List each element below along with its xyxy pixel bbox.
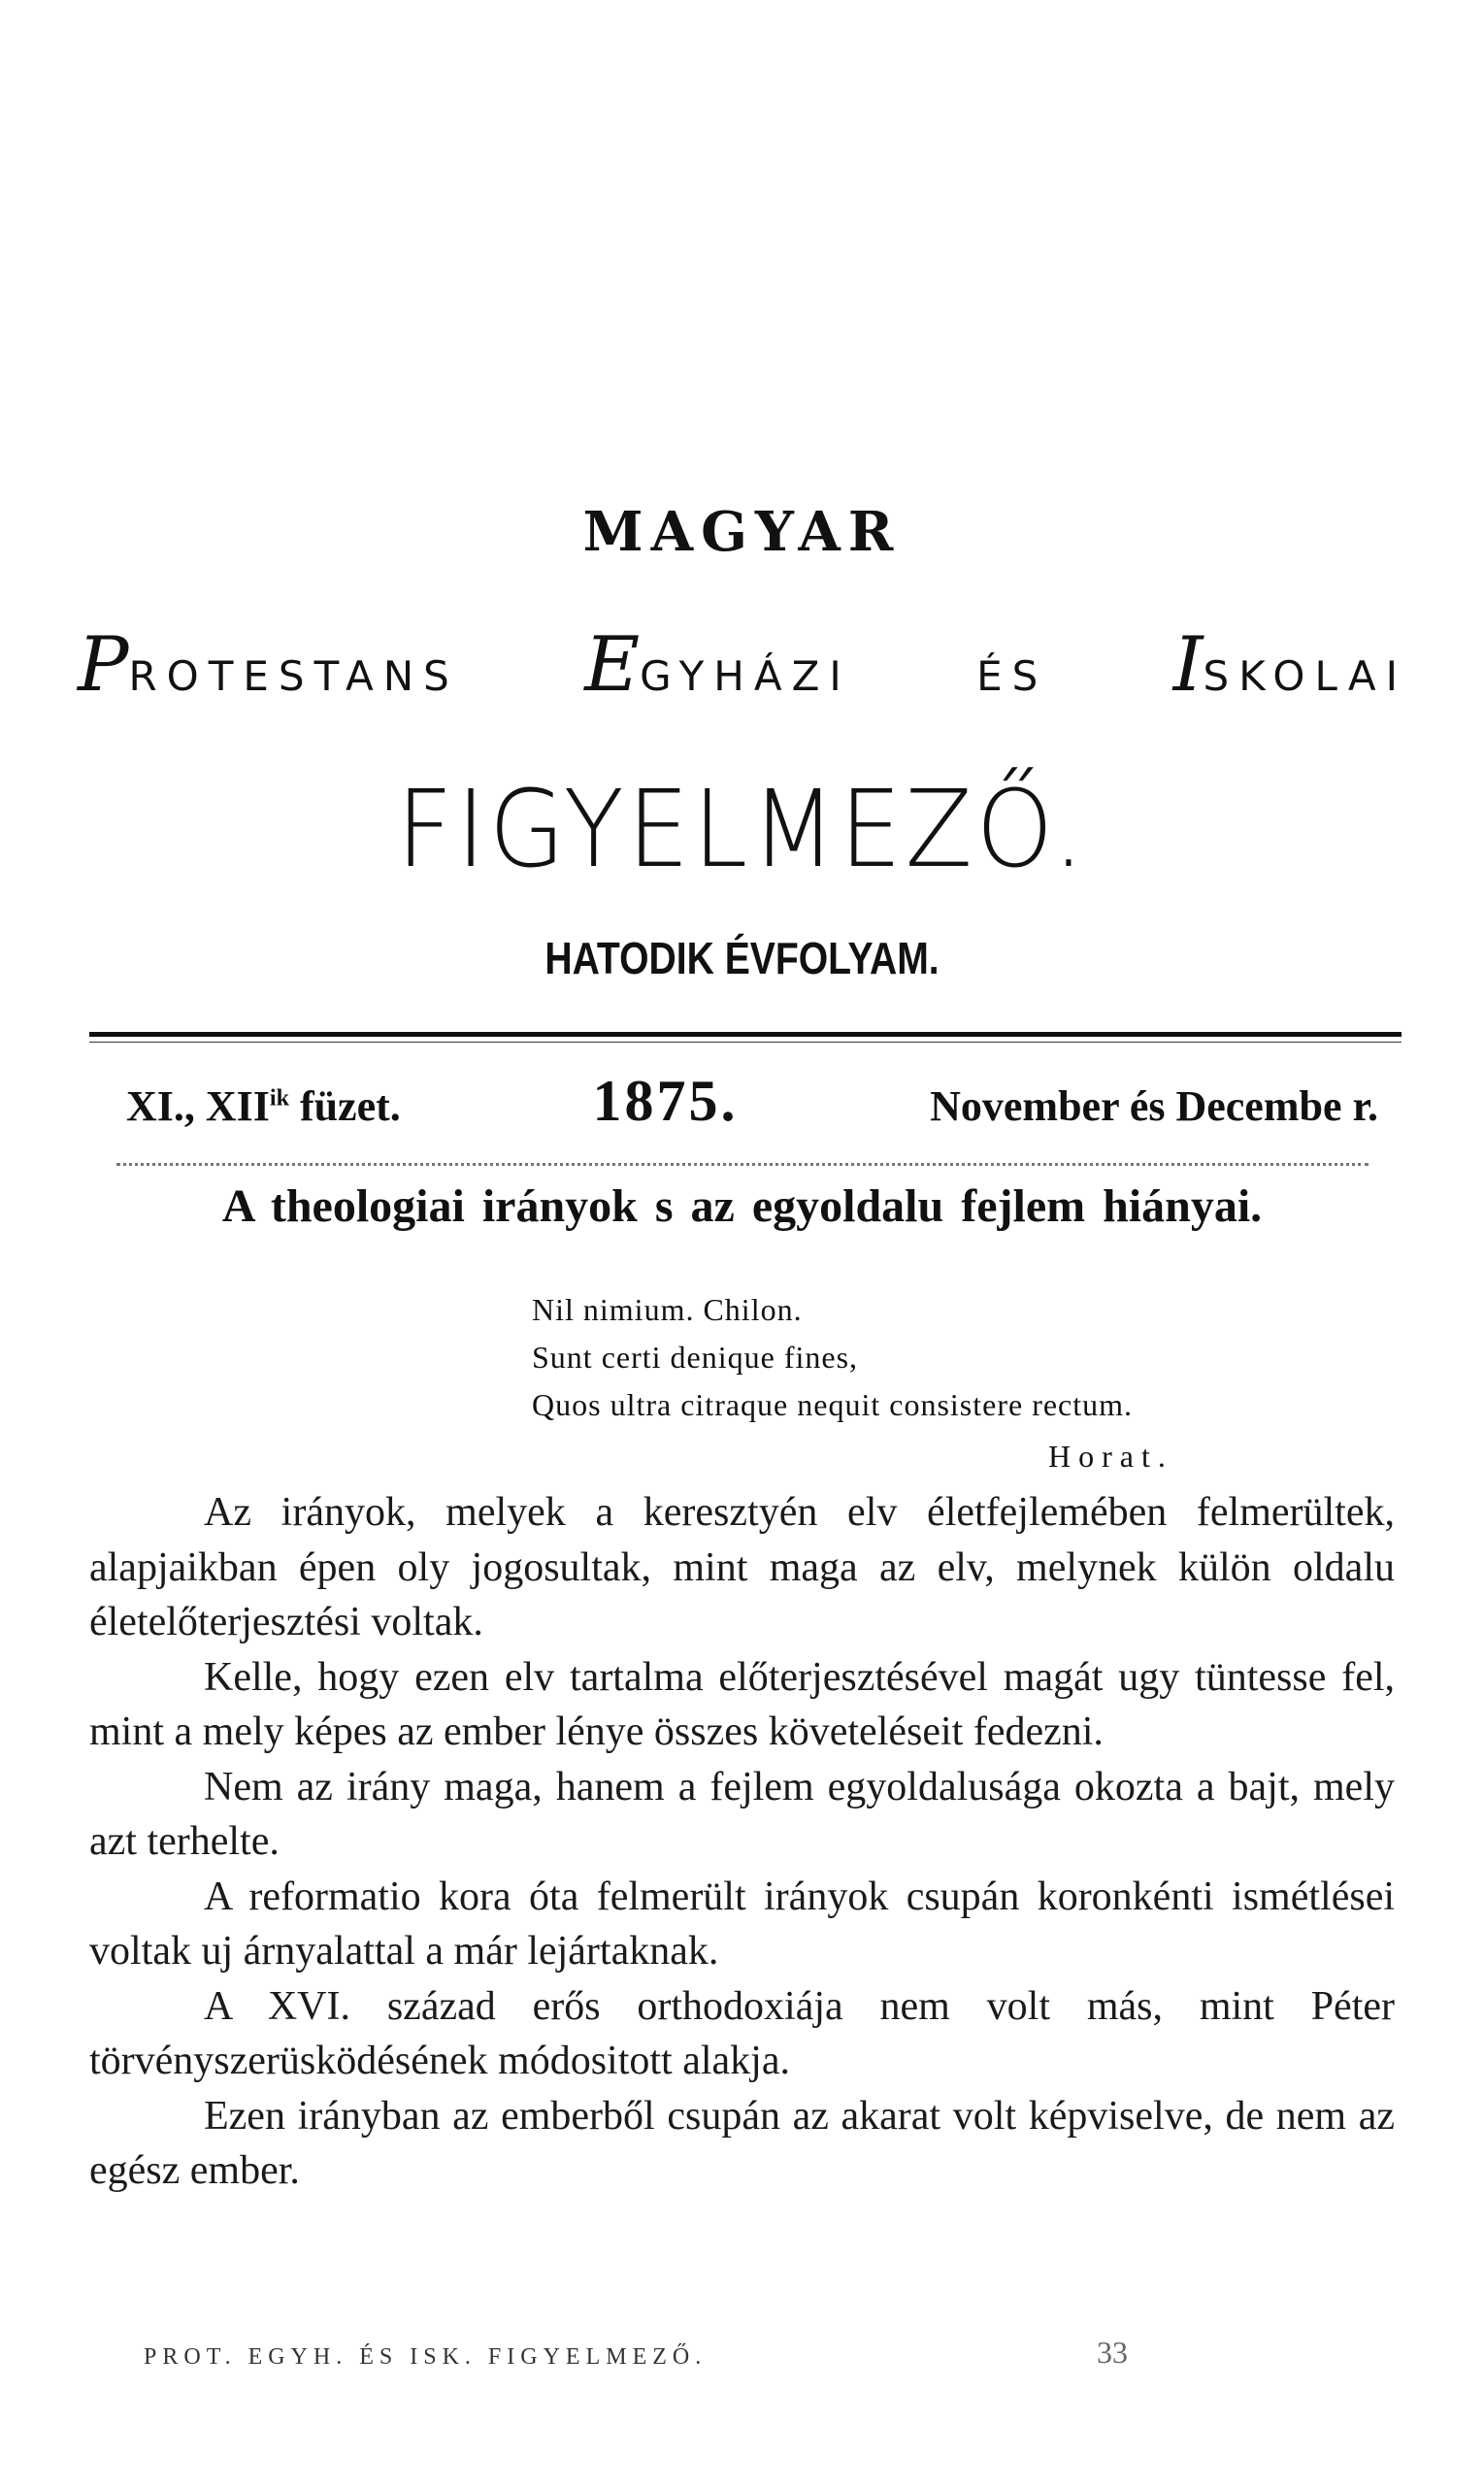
- subtitle-word-egyhazi: EGYHÁZI: [584, 621, 851, 709]
- issue-year: 1875.: [592, 1069, 739, 1133]
- motto-author: Horat.: [1048, 1439, 1173, 1474]
- issue-months: November és Decembe r.: [930, 1082, 1378, 1130]
- article-title: A theologiai irányok s az egyoldalu fejlem hiányai.: [221, 1180, 1263, 1232]
- header-rule-thick: [89, 1032, 1402, 1037]
- subtitle-word-iskolai: ISKOLAI: [1172, 621, 1407, 709]
- issue-info: [126, 1068, 1378, 1135]
- masthead-subtitle: [78, 621, 1407, 709]
- issue-number: XI., $XII^{ik}$ füzet.: [126, 1082, 401, 1130]
- article-body: [89, 1485, 1395, 2199]
- separator-dotted-rule: [116, 1163, 1369, 1166]
- subtitle-conjunction: ÉS: [976, 652, 1048, 700]
- paragraph: Kelle, hogy ezen elv tartalma előterjesztésével magát ugy tüntesse fel, mint a mely képes az ember lénye összes követeléseit fedezni.: [89, 1654, 1395, 1754]
- masthead-top-line: MAGYAR: [582, 500, 902, 564]
- subtitle-word-protestans: PROTESTANS: [78, 621, 459, 709]
- motto-line: Quos ultra citraque nequit consistere rectum.: [532, 1387, 1134, 1422]
- sheet-number: 33: [1097, 2335, 1128, 2370]
- volume-label: HATODIK ÉVFOLYAM.: [544, 933, 940, 983]
- paragraph: Az irányok, melyek a keresztyén elv életfejlemében felmerültek, alapjaikban épen oly jogosultak, mint maga az elv, melynek külön oldalu életelőterjesztési voltak.: [89, 1490, 1395, 1644]
- header-rule-thin: [89, 1042, 1402, 1043]
- paragraph: Ezen irányban az emberből csupán az akarat volt képviselve, de nem az egész ember.: [89, 2093, 1395, 2193]
- motto-line: Sunt certi denique fines,: [532, 1340, 859, 1375]
- paragraph: Nem az irány maga, hanem a fejlem egyoldalusága okozta a bajt, mely azt terhelte.: [89, 1764, 1395, 1864]
- journal-title: FIGYELMEZŐ.: [396, 767, 1088, 891]
- paragraph: A XVI. század erős orthodoxiája nem volt más, mint Péter törvényszerüsködésének módositott alakja.: [89, 1983, 1395, 2083]
- motto-line: Nil nimium. Chilon.: [532, 1292, 803, 1327]
- article-motto: [532, 1286, 1405, 1429]
- paragraph: A reformatio kora óta felmerült irányok csupán koronkénti ismétlései voltak uj árnyalattal a már lejártaknak.: [89, 1874, 1395, 1974]
- footer-signature: PROT. EGYH. ÉS ISK. FIGYELMEZŐ.: [144, 2344, 708, 2370]
